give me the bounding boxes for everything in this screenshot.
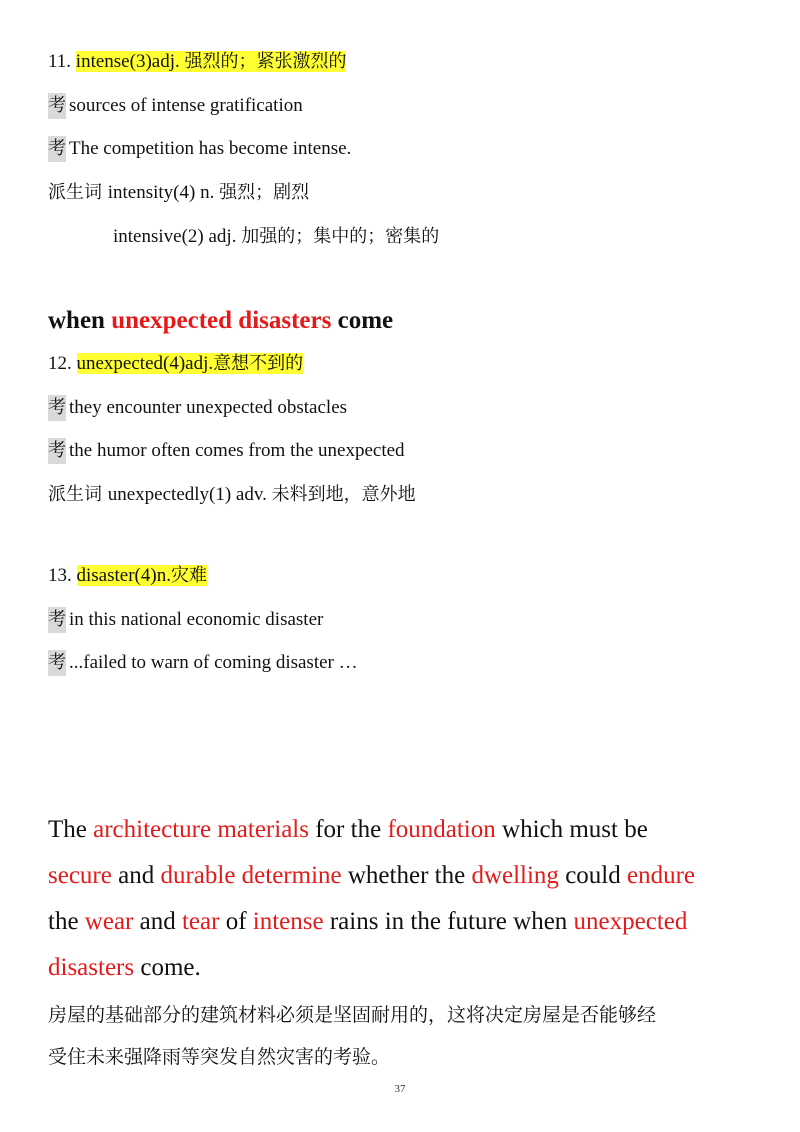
entry-12-head [48,351,303,377]
entry-word: disaster(4)n. [76,565,171,586]
exam-mark: 考 [48,650,66,676]
derivative-label: 派生词 [48,484,108,505]
example-line [48,395,347,421]
derivative-line [113,224,439,250]
derivative-definition: 未料到地，意外地 [271,484,416,505]
example-text: sources of intense gratification [69,95,303,116]
derivative-line [48,482,416,508]
exam-mark: 考 [48,136,66,162]
example-text: they encounter unexpected obstacles [69,397,348,418]
heading-text: come [331,307,394,334]
keyword-run: endure [626,862,696,889]
text-run: of [219,908,253,935]
exam-mark: 考 [48,93,66,119]
entry-highlight [77,353,304,374]
text-run: whether the [341,862,472,889]
derivative-word: intensive(2) adj. [113,226,242,247]
derivative-label: 派生词 [48,182,108,203]
entry-13-head [48,563,207,589]
example-text: in this national economic disaster [69,609,324,630]
derivative-line [48,180,309,206]
example-line [48,93,303,119]
derivative-definition: 加强的；集中的；密集的 [241,226,440,247]
entry-word: unexpected(4)adj. [76,353,214,374]
paragraph-line-3 [48,899,687,945]
keyword-run: secure [48,862,112,889]
example-text: The competition has become intense. [69,138,352,159]
keyword-run: tear [181,908,220,935]
entry-number: 12. [48,353,77,374]
exam-mark: 考 [48,607,66,633]
keyword-run: disasters [48,954,135,981]
keyword-run: durable determine [160,862,342,889]
example-line [48,607,323,633]
keyword-run: wear [84,908,134,935]
entry-definition: 意想不到的 [213,353,304,374]
derivative-word: intensity(4) n. [107,182,220,203]
paragraph-line-1 [48,807,648,853]
entry-definition: 强烈的；紧张激烈的 [184,51,347,72]
example-line [48,136,351,162]
keyword-run: foundation [387,816,496,843]
entry-11-head [48,49,346,75]
translation-line-2: 受住未来强降雨等突发自然灾害的考验。 [48,1046,391,1068]
paragraph-line-2 [48,853,695,899]
phrase-heading [48,304,393,338]
keyword-run: architecture materials [93,816,309,843]
derivative-word: unexpectedly(1) adv. [107,484,272,505]
heading-keyword: unexpected disasters [111,307,332,334]
text-run: for the [308,816,388,843]
keyword-run: dwelling [471,862,559,889]
derivative-definition: 强烈；剧烈 [219,182,310,203]
text-run: and [111,862,161,889]
text-run: rains in the future when [323,908,574,935]
entry-highlight [77,565,207,586]
text-run: come. [134,954,201,981]
translation-line-1: 房屋的基础部分的建筑材料必须是坚固耐用的，这将决定房屋是否能够经 [48,1004,657,1026]
keyword-run: intense [252,908,324,935]
keyword-run: unexpected [573,908,688,935]
entry-definition: 灾难 [170,565,207,586]
exam-mark: 考 [48,438,66,464]
text-run: the [48,908,85,935]
example-text: the humor often comes from the unexpected [69,440,405,461]
exam-mark: 考 [48,395,66,421]
text-run: could [558,862,627,889]
entry-number: 13. [48,565,77,586]
entry-number: 11. [48,51,76,72]
paragraph-line-4 [48,945,201,991]
text-run: The [48,816,94,843]
page-number: 37 [394,1083,406,1095]
example-line [48,650,358,676]
example-line [48,438,405,464]
example-text: ...failed to warn of coming disaster … [69,652,358,673]
text-run: which must be [495,816,648,843]
heading-text: when [48,307,112,334]
entry-word: intense(3)adj. [75,51,185,72]
text-run: and [133,908,182,935]
entry-highlight [76,51,347,72]
